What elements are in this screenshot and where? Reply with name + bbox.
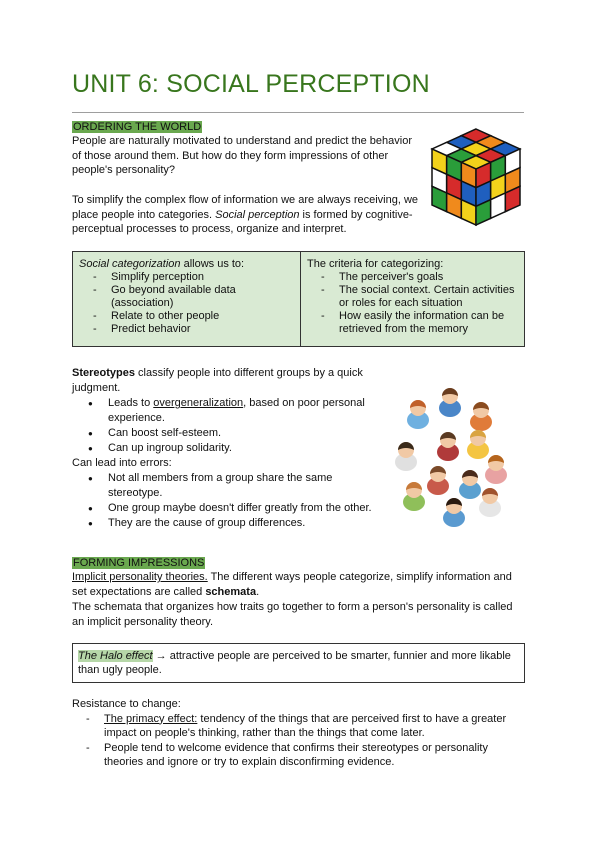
title-divider <box>72 112 524 113</box>
categorization-criteria-list <box>307 271 518 336</box>
resistance-block: Resistance to change: - The primacy effect: tendency of the things that are perceived first to have a greater impact on people's thinking, rather than the things that come later. - People tend to welcome evidence that confirms their stereotypes or personality theories and ignore or try to explain disconfirming evidence. <box>72 697 524 770</box>
page-title: UNIT 6: SOCIAL PERCEPTION <box>72 70 430 98</box>
list-item: ● Leads to overgeneralization, based on poor personal experience. <box>72 396 372 426</box>
list-item: ● Can up ingroup solidarity. <box>72 441 372 456</box>
list-item: - People tend to welcome evidence that confirms their stereotypes or personality theories and ignore or try to explain disconfirming evidence. <box>72 741 524 770</box>
intro-paragraph-2: To simplify the complex flow of information we are always receiving, we place people into categories. Social perception is formed by cognitive-perceptual processes to process, organize and interpret. <box>72 194 419 235</box>
list-item: - How easily the information can be retrieved from the memory <box>307 310 518 336</box>
implicit-theories-paragraph: Implicit personality theories. The different ways people categorize, simplify information and set expectations are called schemata. <box>72 571 512 598</box>
section-heading-ordering: ORDERING THE WORLD <box>73 121 202 133</box>
categorization-functions-list <box>79 271 294 336</box>
list-item: ● One group maybe doesn't differ greatly from the other. <box>72 501 372 516</box>
list-item: - The social context. Certain activities or roles for each situation <box>307 284 518 310</box>
categorization-right-cell: The criteria for categorizing: - The perceiver's goals - The social context. Certain activities or roles for each situation - How easily the information can be retrieved from the memory <box>301 252 524 346</box>
schemata-paragraph: The schemata that organizes how traits go together to form a person's personality is called an implicit personality theory. <box>72 601 513 628</box>
halo-effect-box: The Halo effect → attractive people are perceived to be smarter, funnier and more likable than ugly people. <box>72 643 525 683</box>
errors-list <box>72 471 372 531</box>
section-heading-forming: FORMING IMPRESSIONS <box>73 557 205 569</box>
list-item: ● Not all members from a group share the same stereotype. <box>72 471 372 501</box>
intro-paragraph-1: People are naturally motivated to understand and predict the behavior of those around them. But how do they form impressions of other people's personality? <box>72 135 412 176</box>
list-item: - The primacy effect: tendency of the things that are perceived first to have a greater impact on people's thinking, rather than the things that come later. <box>72 712 524 741</box>
categorization-left-cell: Social categorization allows us to: - Simplify perception - Go beyond available data (association) - Relate to other people - Predict behavior <box>73 252 301 346</box>
rubiks-cube-image <box>428 125 524 229</box>
categorization-table <box>72 251 525 347</box>
people-group-image <box>378 378 528 538</box>
stereotypes-block: Stereotypes classify people into different groups by a quick judgment. ● Leads to overgeneralization, based on poor personal experience. ● Can boost self-esteem. ● Can up ingroup solidarity. Can lead into errors: ● Not all members from a group share the same stereotype. ● One group maybe doesn't differ greatly from the other. ● They are the cause of group differences. <box>72 366 372 531</box>
stereotypes-list <box>72 396 372 456</box>
list-item: ● Can boost self-esteem. <box>72 426 372 441</box>
resistance-list <box>72 712 524 770</box>
list-item: - Simplify perception <box>79 271 294 284</box>
list-item: - Predict behavior <box>79 323 294 336</box>
list-item: ● They are the cause of group differences. <box>72 516 372 531</box>
list-item: - The perceiver's goals <box>307 271 518 284</box>
list-item: - Go beyond available data (association) <box>79 284 294 310</box>
list-item: - Relate to other people <box>79 310 294 323</box>
